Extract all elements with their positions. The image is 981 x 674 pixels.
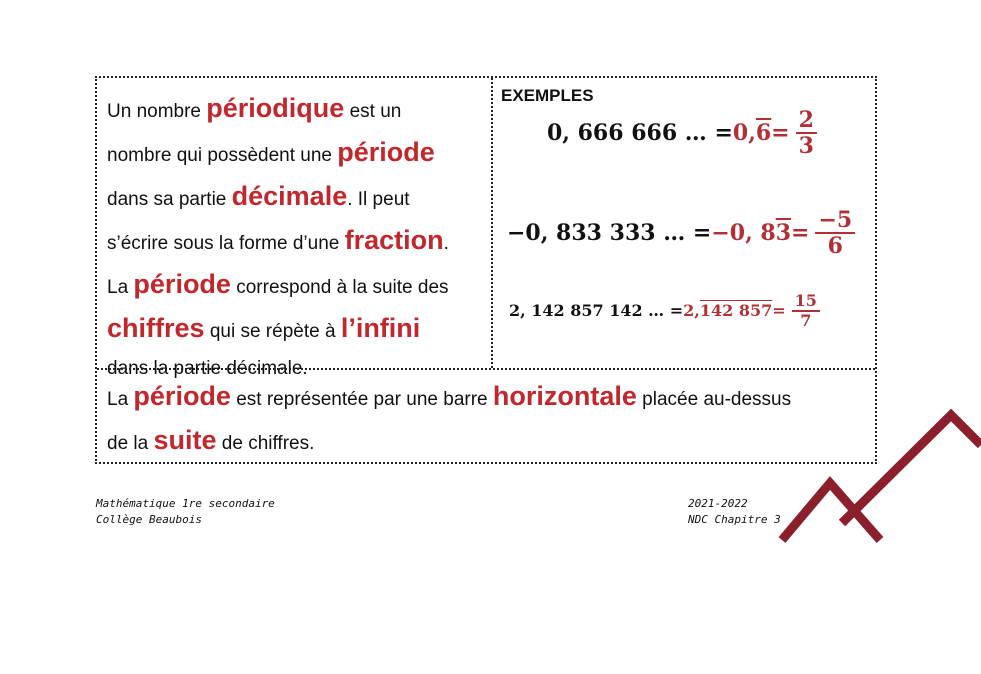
example-equals: = xyxy=(772,301,786,321)
keyword: horizontale xyxy=(492,381,637,411)
def-line-3 xyxy=(107,176,483,220)
example-period: 3 xyxy=(775,220,792,247)
keyword: période xyxy=(133,381,231,411)
def-line-7: dans la partie décimale. xyxy=(107,358,308,379)
mountain-logo-icon xyxy=(770,405,981,545)
mountain-large-peak xyxy=(842,415,981,523)
keyword: l’infini xyxy=(340,313,421,343)
definition-card xyxy=(95,76,877,464)
fraction-denominator: 3 xyxy=(798,133,814,160)
keyword: fraction xyxy=(344,225,444,255)
footer-course: Mathématique 1re secondaire xyxy=(96,497,275,510)
definition-text xyxy=(97,78,493,379)
example-lhs: 0, 666 666 … = xyxy=(547,120,733,147)
note-line-2 xyxy=(107,420,865,464)
example-period: 142 857 xyxy=(699,301,773,321)
def-line-6 xyxy=(107,308,483,352)
example-1 xyxy=(547,108,817,158)
fraction-denominator: 7 xyxy=(800,310,812,330)
text: s’écrire sous la forme d’une xyxy=(107,233,345,254)
footer-school: Collège Beaubois xyxy=(96,513,202,526)
footer-year: 2021-2022 xyxy=(688,497,748,510)
text: La xyxy=(107,389,134,410)
keyword: décimale xyxy=(231,181,348,211)
example-2 xyxy=(507,208,855,258)
example-3 xyxy=(509,292,820,329)
text: est un xyxy=(344,101,402,122)
example-fraction xyxy=(815,208,855,258)
fraction-denominator: 6 xyxy=(827,233,843,260)
mountain-small-peak xyxy=(782,483,880,540)
def-line-4 xyxy=(107,220,483,264)
example-period: 6 xyxy=(755,120,772,147)
example-lhs: −0, 833 333 … = xyxy=(507,220,712,247)
text: dans sa partie xyxy=(107,189,232,210)
fraction-numerator: −5 xyxy=(815,208,855,234)
keyword: périodique xyxy=(206,93,345,123)
text: Un nombre xyxy=(107,101,207,122)
text: . Il peut xyxy=(347,189,410,210)
example-equals: = xyxy=(791,220,810,247)
example-equals: = xyxy=(771,120,790,147)
keyword: période xyxy=(133,269,231,299)
def-line-1 xyxy=(107,88,483,132)
example-period-prefix: 0, xyxy=(732,120,756,147)
text: . xyxy=(443,233,449,254)
fraction-numerator: 15 xyxy=(792,292,820,312)
example-lhs: 2, 142 857 142 … = xyxy=(509,301,684,321)
note-line-1 xyxy=(107,376,865,420)
fraction-numerator: 2 xyxy=(796,108,817,134)
text: de chiffres. xyxy=(216,433,315,454)
def-line-2 xyxy=(107,132,483,176)
text: est représentée par une barre xyxy=(230,389,493,410)
def-line-5 xyxy=(107,264,483,308)
text: correspond à la suite des xyxy=(230,277,449,298)
text: de la xyxy=(107,433,154,454)
text: placée au-dessus xyxy=(636,389,792,410)
text: qui se répète à xyxy=(204,321,341,342)
keyword: suite xyxy=(153,425,217,455)
keyword: période xyxy=(337,137,435,167)
period-notation-note xyxy=(97,368,875,462)
footer-right xyxy=(688,496,781,528)
text: La xyxy=(107,277,134,298)
footer-chapter: NDC Chapitre 3 xyxy=(688,513,781,526)
examples-title: EXEMPLES xyxy=(501,86,594,105)
example-fraction xyxy=(796,108,817,158)
footer-left xyxy=(96,496,275,528)
examples-panel xyxy=(493,78,875,368)
example-period-prefix: 2, xyxy=(683,301,700,321)
keyword: chiffres xyxy=(107,313,205,343)
example-fraction xyxy=(792,292,820,329)
example-period-prefix: −0, 8 xyxy=(711,220,776,247)
text: nombre qui possèdent une xyxy=(107,145,338,166)
